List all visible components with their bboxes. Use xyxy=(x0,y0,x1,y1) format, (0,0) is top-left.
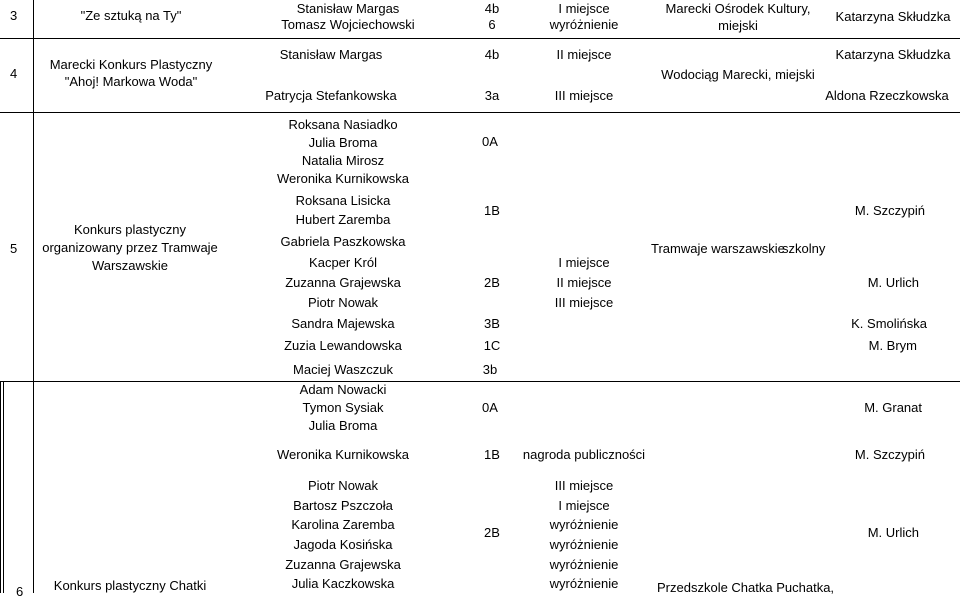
student-name: Adam Nowacki xyxy=(299,382,387,397)
class-label: 0A xyxy=(482,134,498,149)
result-label: wyróżnienie xyxy=(549,537,619,552)
student-name: Karolina Zaremba xyxy=(291,517,395,532)
column-divider xyxy=(0,381,1,593)
student-name: Tymon Sysiak xyxy=(302,400,384,415)
column-divider xyxy=(3,381,4,593)
student-name: Julia Broma xyxy=(308,135,378,150)
class-label: 1B xyxy=(484,447,500,462)
organizer-name: Tramwaje warszawskie xyxy=(651,241,785,256)
result-label: wyróżnienie xyxy=(549,17,619,32)
student-name: Sandra Majewska xyxy=(291,316,395,331)
student-name: Kacper Król xyxy=(309,255,377,270)
organizer-name: Przedszkole Chatka Puchatka, xyxy=(657,580,835,595)
teacher-name: M. Urlich xyxy=(867,275,919,290)
result-label: II miejsce xyxy=(556,47,612,62)
student-name: Zuzanna Grajewska xyxy=(285,275,401,290)
result-label: III miejsce xyxy=(554,88,614,103)
class-label: 0A xyxy=(482,400,498,415)
class-label: 3b xyxy=(482,362,498,377)
contest-name: Konkurs plastyczny xyxy=(74,222,186,237)
result-label: wyróżnienie xyxy=(549,517,619,532)
student-name: Tomasz Wojciechowski xyxy=(281,17,415,32)
organizer-type: miejski xyxy=(718,18,758,33)
contest-name: Marecki Konkurs Plastyczny xyxy=(49,57,213,72)
student-name: Patrycja Stefankowska xyxy=(265,88,397,103)
organizer-name: Marecki Ośrodek Kultury, xyxy=(665,1,811,16)
student-name: Stanisław Margas xyxy=(279,47,383,62)
contest-name: Konkurs plastyczny Chatki xyxy=(53,578,207,593)
student-name: Jagoda Kosińska xyxy=(293,537,393,552)
teacher-name: M. Brym xyxy=(868,338,917,353)
teacher-name: Katarzyna Skłudzka xyxy=(835,47,951,62)
row-number: 5 xyxy=(10,241,18,256)
competition-level: szkolny xyxy=(782,241,826,256)
class-label: 6 xyxy=(488,17,496,32)
class-label: 2B xyxy=(484,275,500,290)
class-label: 2B xyxy=(484,525,500,540)
result-label: I miejsce xyxy=(558,255,610,270)
teacher-name: M. Urlich xyxy=(867,525,919,540)
row-divider xyxy=(0,112,960,113)
class-label: 4b xyxy=(484,47,500,62)
teacher-name: Aldona Rzeczkowska xyxy=(825,88,949,103)
teacher-name: Katarzyna Skłudzka xyxy=(835,9,951,24)
contest-name: "Ze sztuką na Ty" xyxy=(80,8,182,23)
teacher-name: M. Szczypiń xyxy=(854,203,925,218)
row-number: 4 xyxy=(10,66,18,81)
result-label: wyróżnienie xyxy=(549,576,619,591)
organizer-name: Wodociąg Marecki, miejski xyxy=(661,67,815,82)
student-name: Zuzanna Grajewska xyxy=(285,557,401,572)
student-name: Julia Kaczkowska xyxy=(291,576,395,591)
result-label: I miejsce xyxy=(558,498,610,513)
student-name: Julia Broma xyxy=(308,418,378,433)
student-name: Hubert Zaremba xyxy=(295,212,391,227)
row-number: 6 xyxy=(16,584,24,599)
student-name: Stanisław Margas xyxy=(296,1,400,16)
row-divider xyxy=(0,38,960,39)
result-label: III miejsce xyxy=(554,478,614,493)
student-name: Weronika Kurnikowska xyxy=(277,171,409,186)
student-name: Natalia Mirosz xyxy=(301,153,385,168)
result-label: wyróżnienie xyxy=(549,557,619,572)
result-label: I miejsce xyxy=(558,1,610,16)
student-name: Maciej Waszczuk xyxy=(293,362,393,377)
student-name: Zuzia Lewandowska xyxy=(284,338,402,353)
student-name: Piotr Nowak xyxy=(307,478,379,493)
row-divider xyxy=(0,381,960,382)
result-label: II miejsce xyxy=(556,275,612,290)
contest-name: organizowany przez Tramwaje xyxy=(42,240,218,255)
contest-name: Warszawskie xyxy=(91,258,169,273)
student-name: Weronika Kurnikowska xyxy=(277,447,409,462)
student-name: Gabriela Paszkowska xyxy=(280,234,406,249)
class-label: 3B xyxy=(484,316,500,331)
teacher-name: M. Szczypiń xyxy=(854,447,925,462)
teacher-name: K. Smolińska xyxy=(851,316,927,331)
student-name: Piotr Nowak xyxy=(307,295,379,310)
student-name: Roksana Lisicka xyxy=(295,193,391,208)
class-label: 1C xyxy=(483,338,501,353)
student-name: Roksana Nasiadko xyxy=(288,117,398,132)
class-label: 1B xyxy=(484,203,500,218)
result-label: III miejsce xyxy=(554,295,614,310)
result-label: nagroda publiczności xyxy=(522,447,646,462)
row-number: 3 xyxy=(10,8,18,23)
class-label: 4b xyxy=(484,1,500,16)
teacher-name: M. Granat xyxy=(864,400,922,415)
class-label: 3a xyxy=(484,88,500,103)
column-divider xyxy=(33,0,34,593)
contest-name: "Ahoj! Markowa Woda" xyxy=(64,74,198,89)
student-name: Bartosz Pszczoła xyxy=(293,498,393,513)
